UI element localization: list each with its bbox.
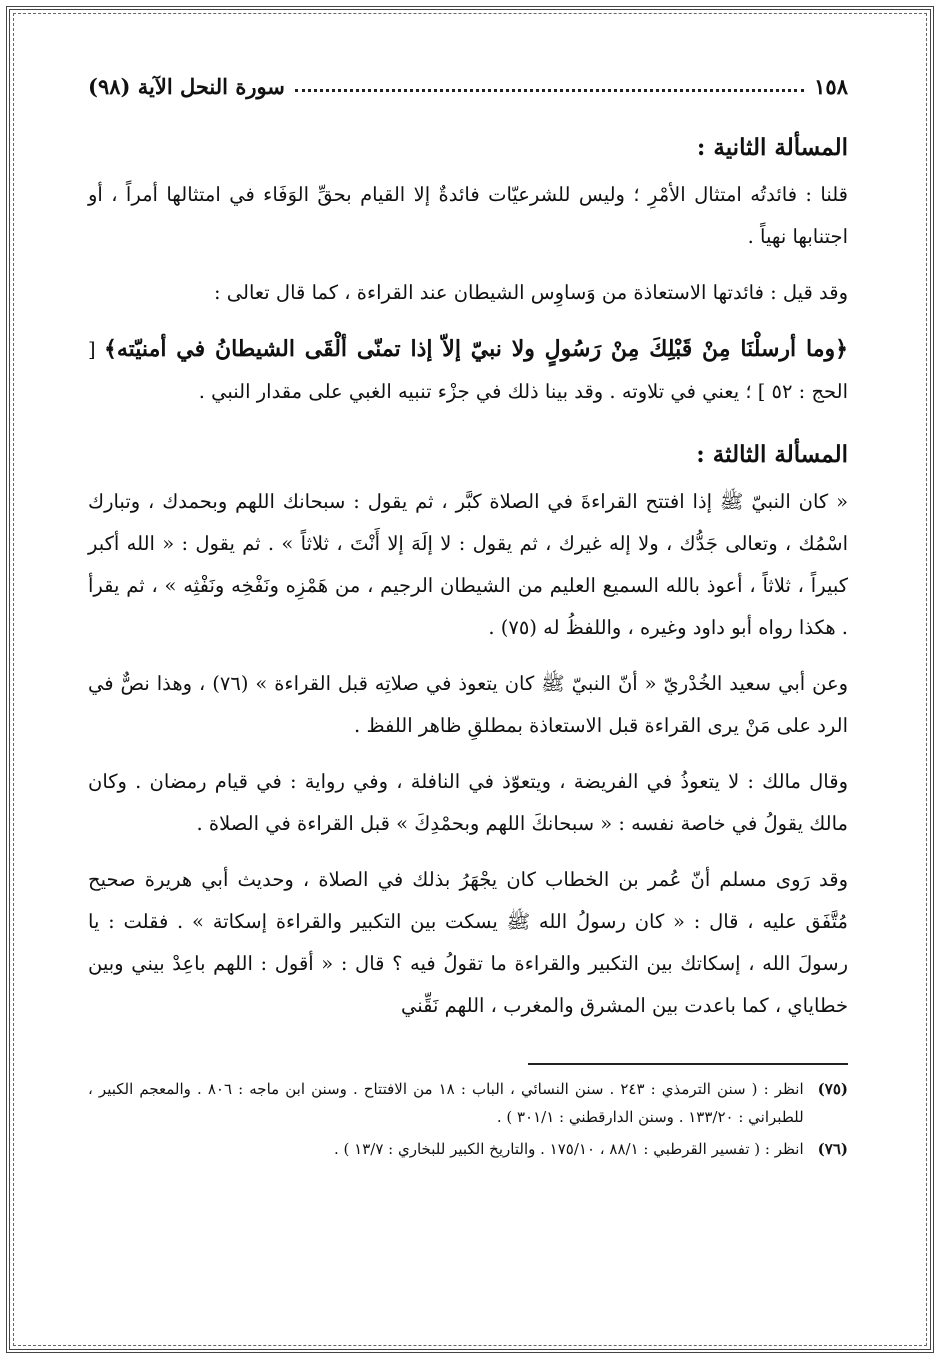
footnote-separator — [528, 1063, 848, 1065]
paragraph: وعن أبي سعيد الخُدْريّ « أنّ النبيّ ﷺ كان يتعوذ في صلاتِه قبل القراءة » (٧٦) ، وهذا نصٌّ في الرد على مَنْ يرى القراءة قبل الاستعاذة بمطلقِ ظاهر اللفظ . — [88, 672, 848, 738]
paragraph: قلنا : فائدتُه امتثال الأمْرِ ؛ وليس للشرعيّات فائدةٌ إلا القيام بحقِّ الوَفَاء في امتثالها أمراً ، أو اجتنابها نهياً . — [88, 183, 848, 249]
header-title: سورة النحل الآية (٩٨) — [88, 73, 285, 99]
footnote-text: انظر : ( تفسير القرطبي : ٨٨/١ ، ١٧٥/١٠ . والتاريخ الكبير للبخاري : ١٣/٧ ) . — [334, 1140, 804, 1159]
paragraph: وقد رَوى مسلم أنّ عُمر بن الخطاب كان يجْهَرُ بذلك في الصلاة ، وحديث أبي هريرة صحيح مُتَّفَق عليه ، قال : « كان رسولُ الله ﷺ يسكت بين التكبير والقراءة إسكاتة » . فقلت : يا رسولَ الله ، إسكاتك بين التكبير والقراءة ما تقولُ فيه ؟ قال : « أقول : اللهم باعِدْ بيني وبين خطاياي ، كما باعدت بين المشرق والمغرب ، اللهم نَقِّني — [88, 868, 848, 1018]
section-heading-3: المسألة الثالثة : — [696, 441, 848, 469]
page-number: ١٥٨ — [814, 73, 848, 99]
section-heading-2: المسألة الثانية : — [696, 134, 848, 161]
footnote — [88, 1135, 848, 1163]
page-body — [88, 66, 848, 1167]
paragraph: وقد قيل : فائدتها الاستعاذة من وَساوِس الشيطان عند القراءة ، كما قال تعالى : — [214, 281, 848, 305]
footnote — [88, 1075, 848, 1131]
paragraph: « كان النبيّ ﷺ إذا افتتح القراءةَ في الصلاة كبَّر ، ثم يقول : سبحانك اللهم وبحمدك ، وتبارك اسْمُك ، وتعالى جَدُّك ، ولا إله غيرك ، ثم يقول : لا إلَهَ إلا أَنْتَ ، ثلاثاً » . ثم يقول : « الله أكبر كبيراً ، ثلاثاً ، أعوذ بالله السميع العليم من الشيطان الرجيم ، من هَمْزِه ونَفْخِه ونَفْثِه » ، ثم يقرأ . هكذا رواه أبو داود وغيره ، واللفظُ له (٧٥) . — [88, 490, 848, 640]
running-header — [88, 66, 848, 106]
verse-commentary: [ الحج : ٥٢ ] ؛ يعني في تلاوته . وقد بينا ذلك في جزْء تنبيه الغبي على مقدار النبي . — [88, 338, 848, 404]
footnote-number: (٧٦) — [817, 1140, 848, 1159]
footnote-text: انظر : ( سنن الترمذي : ٢٤٣ . سنن النسائي ، الباب : ١٨ من الافتتاح . وسنن ابن ماجه : ٨٠٦ . والمعجم الكبير ، للطبراني : ١٣٣/٢٠ . وسنن الدارقطني : ٣٠١/١ ) . — [88, 1080, 804, 1127]
footnote-number: (٧٥) — [817, 1080, 848, 1099]
quran-verse: ﴿وما أرسلْنَا مِنْ قَبْلِكَ مِنْ رَسُولٍ ولا نبيّ إلاّ إذا تمنّى ألْقَى الشيطانُ في أمنيّته﴾ — [103, 336, 848, 363]
paragraph: وقال مالك : لا يتعوذُ في الفريضة ، ويتعوّذ في النافلة ، وفي رواية : في قيام رمضان . وكان مالك يقولُ في خاصة نفسه : « سبحانكَ اللهم وبحمْدِكَ » قبل القراءة في الصلاة . — [88, 770, 848, 836]
verse-paragraph — [88, 328, 848, 413]
header-leader-dots — [295, 89, 804, 92]
